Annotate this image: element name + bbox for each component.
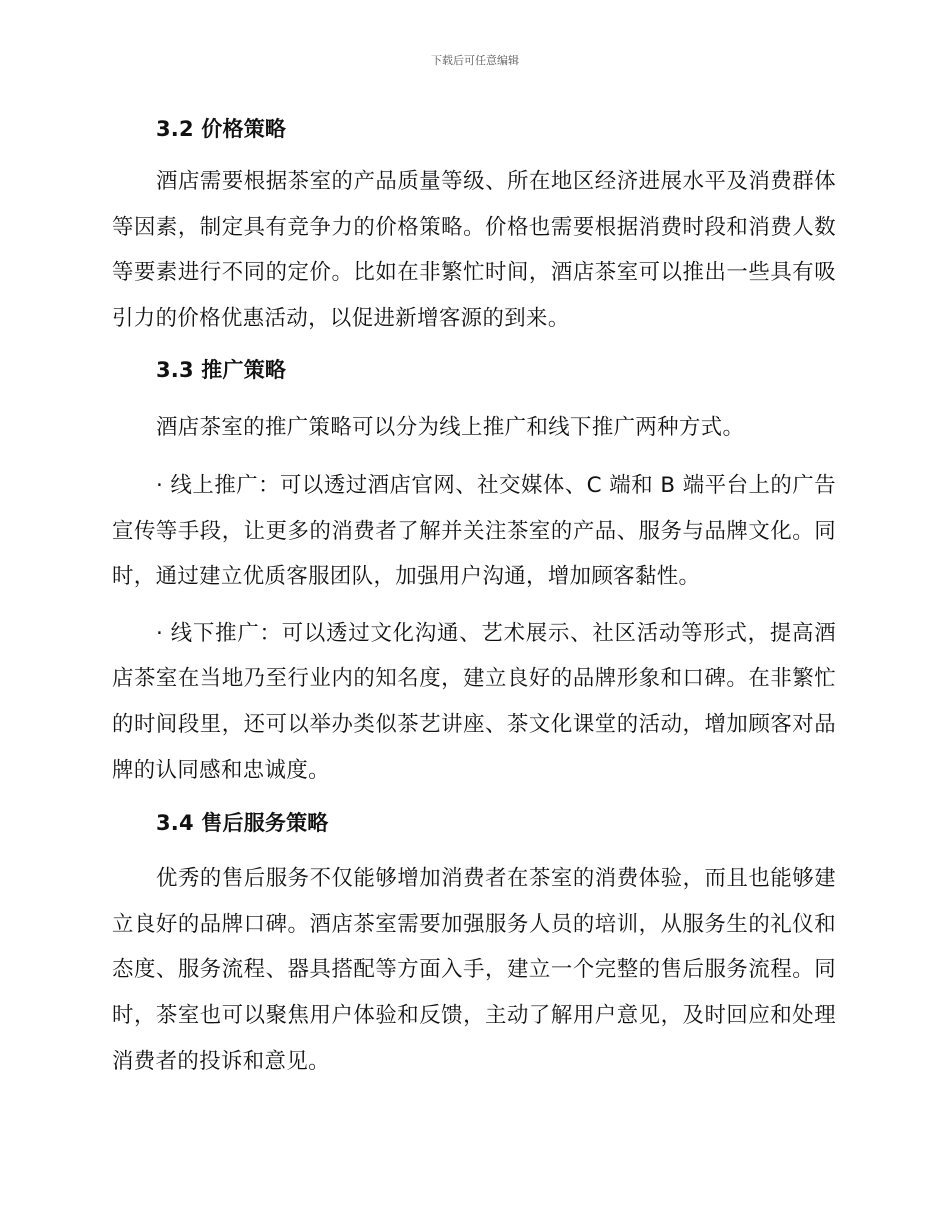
promotion-intro-paragraph: 酒店茶室的推广策略可以分为线上推广和线下推广两种方式。 — [156, 415, 745, 441]
offline-promotion-paragraph: · 线下推广：可以透过文化沟通、艺术展示、社区活动等形式，提高酒店茶室在当地乃至行业内的知名度，建立良好的品牌形象和口碑。在非繁忙的时间段里，还可以举办类似茶艺讲座、茶文化课堂的活动，增加顾客对品牌的认同感和忠诚度。 — [112, 620, 836, 783]
online-promotion-paragraph: · 线上推广：可以透过酒店官网、社交媒体、C 端和 B 端平台上的广告宣传等手段，让更多的消费者了解并关注茶室的产品、服务与品牌文化。同时，通过建立优质客服团队，加强用户沟通，增加顾客黏性。 — [112, 472, 836, 590]
section-title-promotion: 3.3 推广策略 — [156, 358, 287, 383]
document-body — [112, 108, 836, 1084]
section-title-pricing: 3.2 价格策略 — [156, 117, 287, 141]
pricing-paragraph: 酒店需要根据茶室的产品质量等级、所在地区经济进展水平及消费群体等因素，制定具有竞争力的价格策略。价格也需要根据消费时段和消费人数等要素进行不同的定价。比如在非繁忙时间，酒店茶室可以推出一些具有吸引力的价格优惠活动，以促进新增客源的到来。 — [112, 169, 836, 331]
page-header: 下载后可任意编辑 — [431, 54, 519, 67]
section-title-after-sales: 3.4 售后服务策略 — [156, 811, 329, 836]
after-sales-paragraph: 优秀的售后服务不仅能够增加消费者在茶室的消费体验，而且也能够建立良好的品牌口碑。酒店茶室需要加强服务人员的培训，从服务生的礼仪和态度、服务流程、器具搭配等方面入手，建立一个完整的售后服务流程。同时，茶室也可以聚焦用户体验和反馈，主动了解用户意见，及时回应和处理消费者的投诉和意见。 — [112, 866, 836, 1074]
